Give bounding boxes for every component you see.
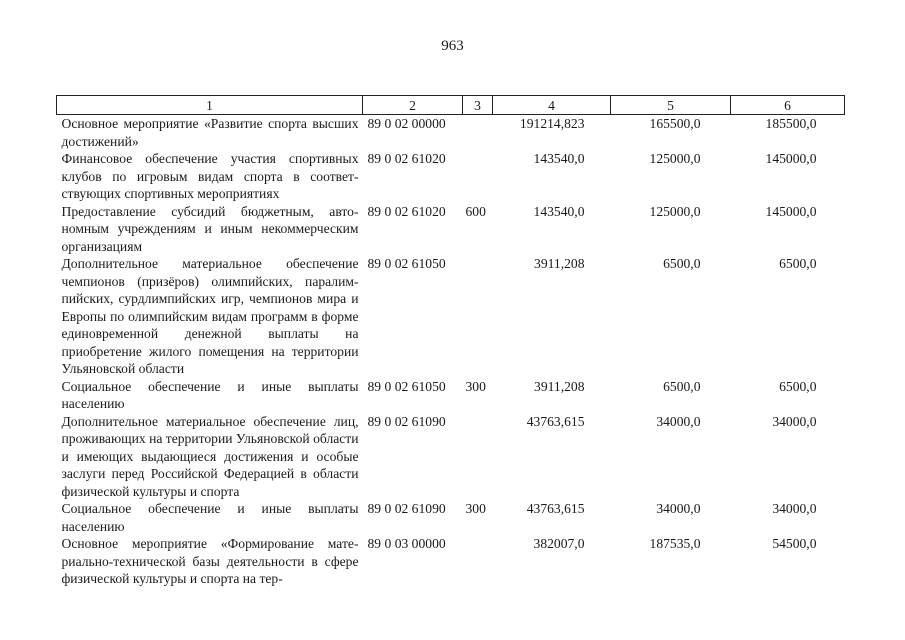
column-header-5: 5 [611,96,731,115]
row-value-col6: 6500,0 [779,256,817,271]
row-value-col5: 34000,0 [656,501,701,516]
row-name: Финансовое обеспечение участия спортивных клубов по игровым видам спорта в соответствующих спортивных мероприятиях [61,151,359,201]
row-value-col5: 187535,0 [649,536,701,551]
row-target-article: 89 0 03 00000 [367,536,446,551]
row-expense-type [463,255,493,378]
row-target-article: 89 0 02 61050 [367,378,446,394]
row-value-col5: 6500,0 [663,256,701,271]
column-header-1: 1 [57,96,363,115]
row-target-article: 89 0 02 61050 [367,256,446,271]
row-value-col4: 43763,615 [526,501,585,516]
row-name: Дополнительное материальное обеспечение лиц, проживающих на территории Ульяновской области и имеющих выдающиеся достижения и особые заслуги перед Российской Федерацией в области физической культуры и спорта [61,413,359,499]
row-value-col6: 145000,0 [765,203,817,219]
row-value-col5: 125000,0 [649,151,701,166]
table-row [57,115,845,151]
table-row [57,255,845,378]
row-name: Основное мероприятие «Формирование материально-технической базы деятельности в сфере физической культуры и спорта на тер- [61,536,359,586]
header-row [57,96,845,115]
row-value-col5: 165500,0 [649,116,701,131]
table-row [57,378,845,413]
row-value-col4: 43763,615 [526,413,585,429]
table-row [57,203,845,256]
table-row [57,500,845,535]
table-row [57,535,845,588]
row-value-col4: 3911,208 [534,256,585,271]
row-expense-type: 600 [465,203,486,219]
row-expense-type [463,413,493,501]
row-name: Предоставление субсидий бюджетным, автономным учреждениям и иным некоммерческим организациям [61,203,359,254]
row-expense-type: 300 [465,501,486,516]
row-value-col6: 6500,0 [779,378,817,394]
row-name: Основное мероприятие «Развитие спорта высших достижений» [61,116,359,149]
row-target-article: 89 0 02 61090 [367,501,446,516]
column-header-2: 2 [363,96,463,115]
row-name: Дополнительное материальное обеспечение чемпионов (призёров) олимпийских, паралимпийских, сурдлимпийских игр, чемпионов мира и Европы по олимпийским видам программ в форме единовременной денежной выплаты на приобретение жилого помещения на территории Ульяновской области [61,256,359,376]
row-name: Социальное обеспечение и иные выплаты населению [61,501,359,534]
row-name: Социальное обеспечение и иные выплаты населению [61,378,359,411]
row-value-col4: 191214,823 [519,116,585,131]
row-value-col4: 143540,0 [533,151,585,166]
row-expense-type [463,115,493,151]
row-value-col6: 34000,0 [772,501,817,516]
column-header-3: 3 [463,96,493,115]
row-value-col5: 125000,0 [649,203,701,219]
budget-table [56,95,845,588]
budget-table-container [56,95,844,588]
table-row [57,150,845,203]
page-number: 963 [441,38,464,54]
row-value-col6: 145000,0 [765,151,817,166]
row-target-article: 89 0 02 00000 [367,116,446,131]
row-target-article: 89 0 02 61090 [367,413,446,429]
table-row [57,413,845,501]
row-value-col6: 185500,0 [765,116,817,131]
row-expense-type [463,150,493,203]
row-target-article: 89 0 02 61020 [367,203,446,219]
row-value-col6: 34000,0 [772,413,817,429]
row-expense-type: 300 [465,378,486,394]
row-target-article: 89 0 02 61020 [367,151,446,166]
row-value-col5: 34000,0 [656,413,701,429]
row-value-col6: 54500,0 [772,536,817,551]
row-value-col4: 3911,208 [534,378,585,394]
row-expense-type [463,535,493,588]
row-value-col4: 382007,0 [533,536,585,551]
column-header-4: 4 [493,96,611,115]
column-header-6: 6 [731,96,845,115]
row-value-col5: 6500,0 [663,378,701,394]
row-value-col4: 143540,0 [533,203,585,219]
